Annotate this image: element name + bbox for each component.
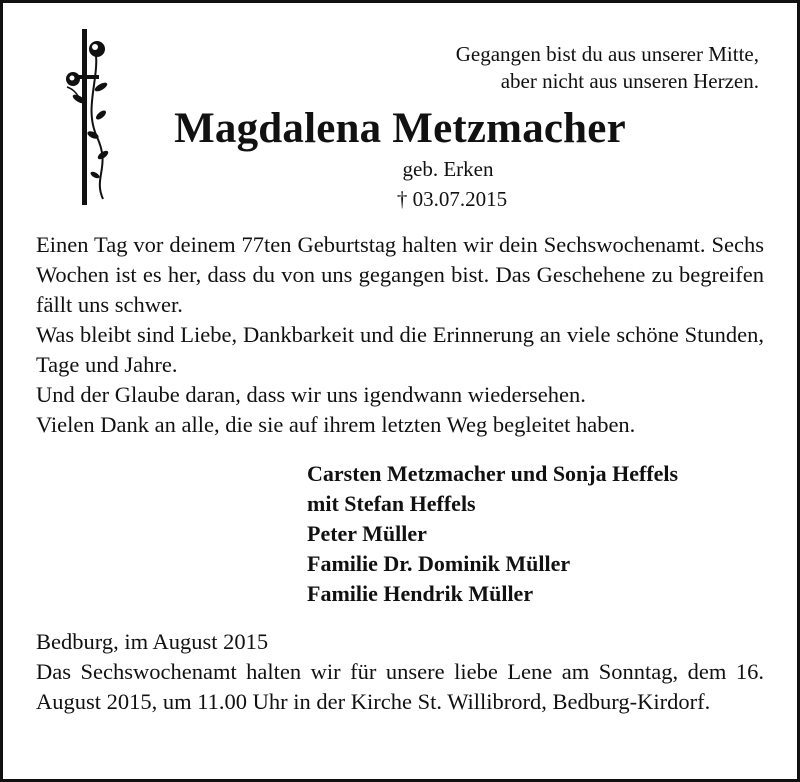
text-paragraph-2: Was bleibt sind Liebe, Dankbarkeit und die Erinnerung an viele schöne Stunden, Tage und Jahre. [36,322,764,377]
place-date: Bedburg, im August 2015 [36,629,269,654]
family-signatures [307,459,678,609]
motto-line-1: Gegangen bist du aus unserer Mitte, [455,42,759,66]
text-paragraph-1: Einen Tag vor deinem 77ten Geburtstag halten wir dein Sechswochenamt. Sechs Wochen ist es her, dass du von uns gegangen bist. Das Geschehene zu begreifen fällt uns schwer. [36,232,764,317]
text-paragraph-4: Vielen Dank an alle, die sie auf ihrem letzten Weg begleitet haben. [36,412,636,437]
obituary-text [36,230,764,440]
family-member: Familie Hendrik Müller [307,581,534,606]
mass-info: Das Sechswochenamt halten wir für unsere liebe Lene am Sonntag, dem 16. August 2015, um 11.00 Uhr in der Kirche St. Willibrord, Bedburg-Kirdorf. [36,659,764,714]
text-paragraph-3: Und der Glaube daran, dass wir uns igendwann wiedersehen. [36,382,586,407]
family-member: Carsten Metzmacher und Sonja Heffels [307,461,679,486]
death-date: † 03.07.2015 [396,187,508,211]
born-name: geb. Erken [402,157,494,181]
family-member: mit Stefan Heffels [307,491,476,516]
motto [456,41,759,95]
family-member: Peter Müller [307,521,427,546]
family-member: Familie Dr. Dominik Müller [307,551,571,576]
deceased-name: Magdalena Metzmacher [174,105,626,152]
motto-line-2: aber nicht aus unseren Herzen. [500,69,759,93]
